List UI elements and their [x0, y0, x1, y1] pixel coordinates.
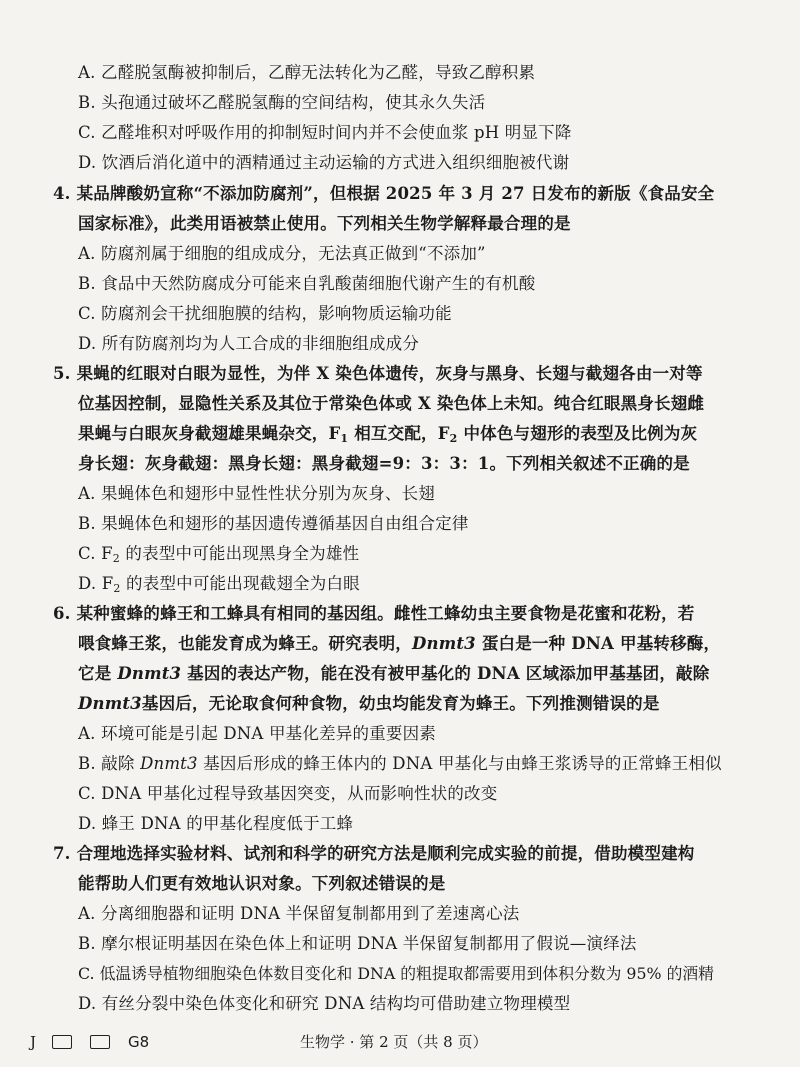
box-icon	[90, 1035, 110, 1049]
footer-code: G8	[128, 1033, 150, 1051]
q5-stem-line-1: 5. 果蝇的红眼对白眼为显性，为伴 X 染色体遗传，灰身与黑身、长翅与截翅各由一对等	[53, 364, 703, 383]
q4-option-c: C. 防腐剂会干扰细胞膜的结构，影响物质运输功能	[78, 304, 452, 323]
q7-option-d: D. 有丝分裂中染色体变化和研究 DNA 结构均可借助建立物理模型	[78, 994, 571, 1013]
box-icon	[52, 1035, 72, 1049]
q6-stem-line-2: 喂食蜂王浆，也能发育成为蜂王。研究表明，Dnmt3 蛋白是一种 DNA 甲基转移酶，	[78, 634, 721, 653]
q6-option-b: B. 敲除 Dnmt3 基因后形成的蜂王体内的 DNA 甲基化与由蜂王浆诱导的正常蜂王相似	[78, 754, 722, 773]
q7-option-b: B. 摩尔根证明基因在染色体上和证明 DNA 半保留复制都用了假说—演绎法	[78, 934, 637, 953]
q3-option-c: C. 乙醛堆积对呼吸作用的抑制短时间内并不会使血浆 pH 明显下降	[78, 123, 572, 142]
q6-option-a: A. 环境可能是引起 DNA 甲基化差异的重要因素	[78, 724, 436, 743]
q5-option-b: B. 果蝇体色和翅形的基因遗传遵循基因自由组合定律	[78, 514, 469, 533]
q4-option-b: B. 食品中天然防腐成分可能来自乳酸菌细胞代谢产生的有机酸	[78, 274, 536, 293]
q6-stem-line-3: 它是 Dnmt3 基因的表达产物，能在没有被甲基化的 DNA 区域添加甲基基团，敲除	[78, 664, 710, 683]
page-footer	[0, 1030, 800, 1054]
q6-stem-line-4: Dnmt3基因后，无论取食何种食物，幼虫均能发育为蜂王。下列推测错误的是	[78, 694, 660, 713]
q3-option-d: D. 饮酒后消化道中的酒精通过主动运输的方式进入组织细胞被代谢	[78, 153, 570, 172]
q3-option-a: A. 乙醛脱氢酶被抑制后，乙醇无法转化为乙醛，导致乙醇积累	[78, 63, 536, 82]
q5-option-c: C. $F_2$ 的表型中可能出现黑身全为雄性	[78, 544, 360, 565]
q7-stem-line-2: 能帮助人们更有效地认识对象。下列叙述错误的是	[78, 874, 446, 893]
q5-stem-line-4: 身长翅：灰身截翅：黑身长翅：黑身截翅=9：3：3：1。下列相关叙述不正确的是	[78, 454, 690, 473]
q7-stem-line-1: 7. 合理地选择实验材料、试剂和科学的研究方法是顺利完成实验的前提，借助模型建构	[53, 844, 695, 863]
q7-option-a: A. 分离细胞器和证明 DNA 半保留复制都用到了差速离心法	[78, 904, 520, 923]
q3-option-b: B. 头孢通过破坏乙醛脱氢酶的空间结构，使其永久失活	[78, 93, 486, 112]
q7-option-c: C. 低温诱导植物细胞染色体数目变化和 DNA 的粗提取都需要用到体积分数为 95% 的酒精	[78, 964, 714, 983]
q4-stem-line-2: 国家标准》，此类用语被禁止使用。下列相关生物学解释最合理的是	[78, 214, 571, 233]
q6-option-c: C. DNA 甲基化过程导致基因突变，从而影响性状的改变	[78, 784, 498, 803]
footer-mark: J	[30, 1033, 37, 1051]
q6-stem-line-1: 6. 某种蜜蜂的蜂王和工蜂具有相同的基因组。雌性工蜂幼虫主要食物是花蜜和花粉，若	[53, 604, 695, 623]
q4-option-d: D. 所有防腐剂均为人工合成的非细胞组成成分	[78, 334, 420, 353]
q5-option-d: D. $F_2$ 的表型中可能出现截翅全为白眼	[78, 574, 360, 595]
q4-option-a: A. 防腐剂属于细胞的组成成分，无法真正做到“不添加”	[78, 244, 486, 263]
q5-option-a: A. 果蝇体色和翅形中显性性状分别为灰身、长翅	[78, 484, 436, 503]
page-number: 生物学 · 第 2 页（共 8 页）	[300, 1033, 488, 1051]
q6-option-d: D. 蜂王 DNA 的甲基化程度低于工蜂	[78, 814, 354, 833]
q5-stem-line-2: 位基因控制，显隐性关系及其位于常染色体或 X 染色体上未知。纯合红眼黑身长翅雌	[78, 394, 705, 413]
q4-stem-line-1: 4. 某品牌酸奶宣称“不添加防腐剂”，但根据 2025 年 3 月 27 日发布的新版《食品安全	[53, 184, 715, 203]
q5-stem-line-3: 果蝇与白眼灰身截翅雄果蝇杂交，$F_1$ 相互交配，$F_2$ 中体色与翅形的表型及比例为灰	[78, 424, 698, 445]
